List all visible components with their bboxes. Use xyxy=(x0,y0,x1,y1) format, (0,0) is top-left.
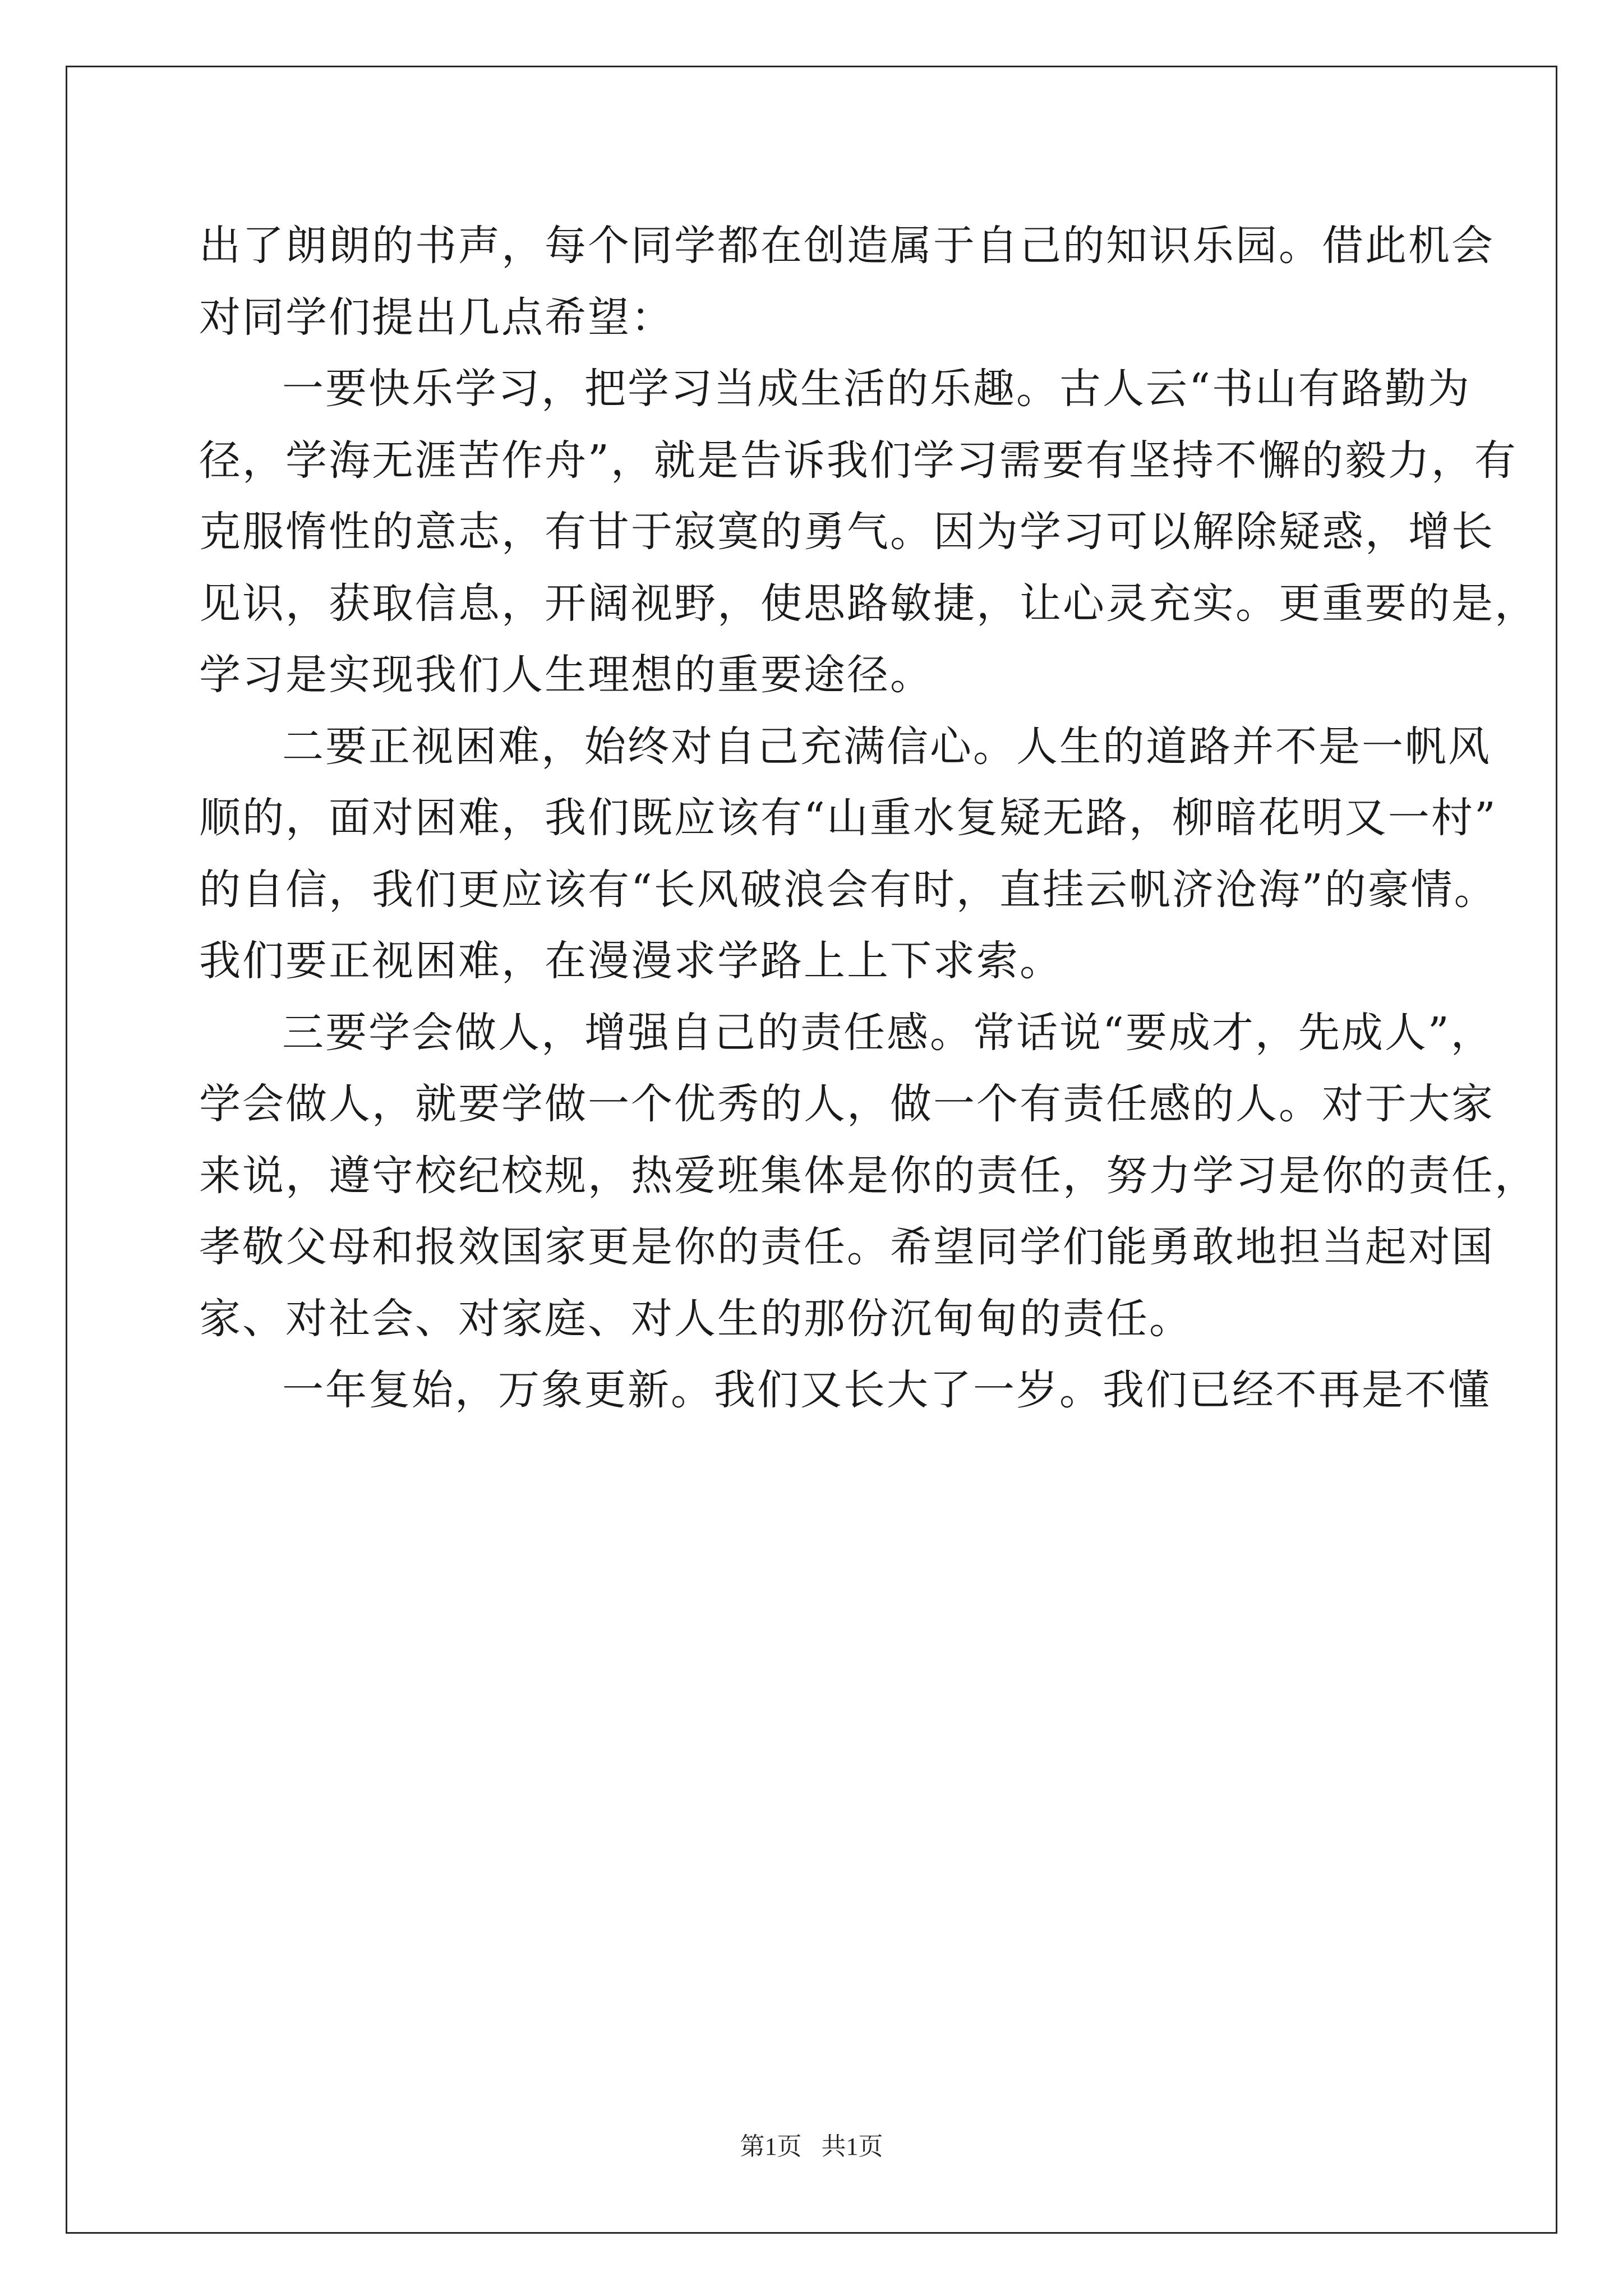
text-line: 对同学们提出几点希望： xyxy=(199,293,674,342)
text-line: 三要学会做人，增强自己的责任感。常话说“要成才，先成人”， xyxy=(282,1008,1494,1057)
text-line: 来说，遵守校纪校规，热爱班集体是你的责任，努力学习是你的责任， xyxy=(199,1151,1538,1200)
text-line: 克服惰性的意志，有甘于寂寞的勇气。因为学习可以解除疑惑，增长 xyxy=(199,508,1495,556)
document-body xyxy=(199,210,1538,1427)
text-line: 学会做人，就要学做一个优秀的人，做一个有责任感的人。对于大家 xyxy=(199,1080,1495,1128)
text-line: 孝敬父母和报效国家更是你的责任。希望同学们能勇敢地担当起对国 xyxy=(199,1223,1495,1271)
page-total: 共1页 xyxy=(821,2133,883,2160)
page-number: 第1页 xyxy=(740,2133,802,2160)
text-line: 顺的，面对困难，我们既应该有“山重水复疑无路，柳暗花明又一村” xyxy=(199,794,1497,842)
text-line: 出了朗朗的书声，每个同学都在创造属于自己的知识乐园。借此机会 xyxy=(199,222,1495,270)
text-line: 的自信，我们更应该有“长风破浪会有时，直挂云帆济沧海”的豪情。 xyxy=(199,865,1497,914)
text-line: 径，学海无涯苦作舟”，就是告诉我们学习需要有坚持不懈的毅力，有 xyxy=(199,436,1518,485)
text-line: 一年复始，万象更新。我们又长大了一岁。我们已经不再是不懂 xyxy=(282,1366,1491,1414)
text-line: 家、对社会、对家庭、对人生的那份沉甸甸的责任。 xyxy=(199,1294,1192,1343)
text-line: 见识，获取信息，开阔视野，使思路敏捷，让心灵充实。更重要的是， xyxy=(199,579,1538,628)
text-line: 学习是实现我们人生理想的重要途径。 xyxy=(199,651,933,699)
text-line: 一要快乐学习，把学习当成生活的乐趣。古人云“书山有路勤为 xyxy=(282,365,1471,413)
text-line: 我们要正视困难，在漫漫求学路上上下求索。 xyxy=(199,937,1063,985)
text-line: 二要正视困难，始终对自己充满信心。人生的道路并不是一帆风 xyxy=(282,722,1491,771)
page-footer xyxy=(0,2126,1623,2162)
